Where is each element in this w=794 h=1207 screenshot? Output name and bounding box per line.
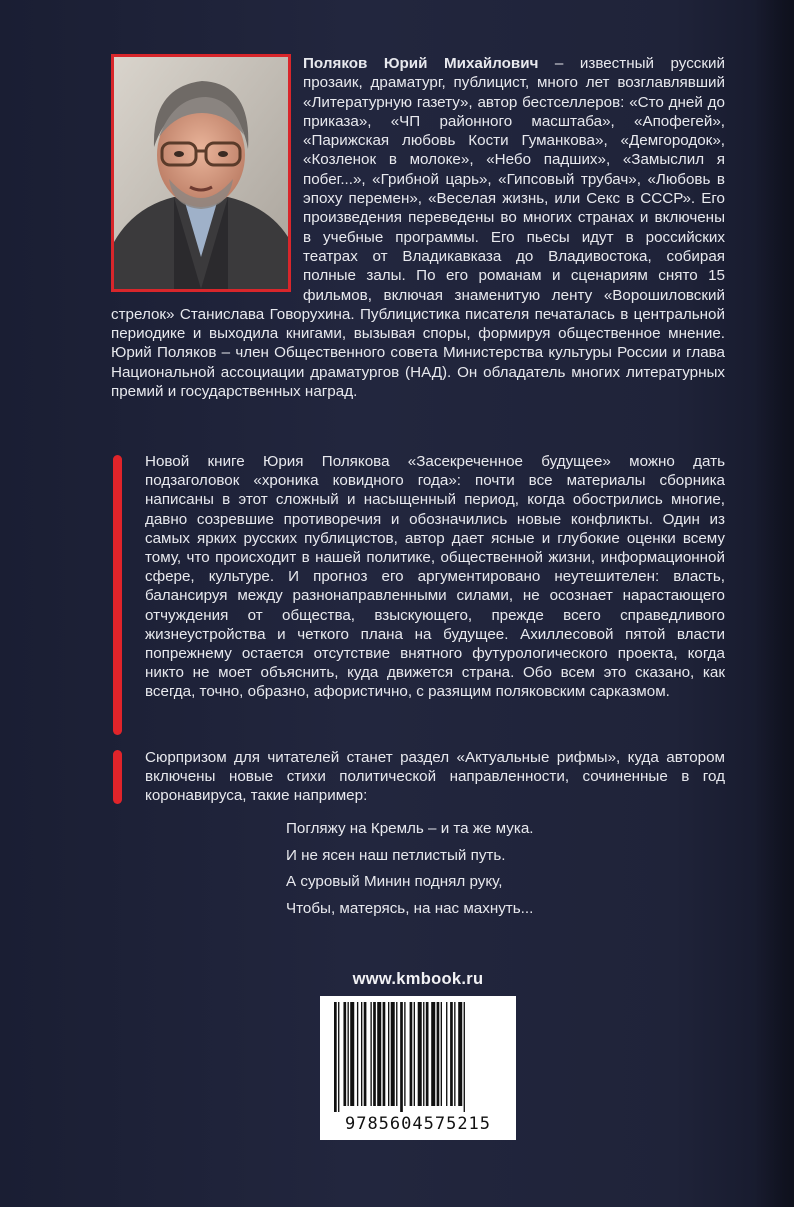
barcode-bar (404, 1002, 405, 1106)
author-name: Поляков Юрий Михайлович (303, 55, 539, 72)
barcode-bar (348, 1002, 349, 1106)
barcode-bar (343, 1002, 346, 1106)
isbn-barcode (320, 996, 516, 1140)
rhymes-section-description: Сюрпризом для читателей станет раздел «Актуальные рифмы», куда автором включены новые стихи политической направленности, сочиненные в год коронавируса, такие например: (145, 749, 725, 805)
barcode-bars (332, 1002, 504, 1112)
barcode-bar (350, 1002, 354, 1106)
barcode-bar (338, 1002, 339, 1112)
barcode-bar (414, 1002, 415, 1106)
barcode-bar (364, 1002, 367, 1106)
red-accent-bar (113, 750, 122, 804)
publisher-website: www.kmbook.ru (352, 970, 484, 988)
barcode-bar (370, 1002, 371, 1106)
poem-line: А суровый Минин поднял руку, (286, 873, 503, 890)
barcode-bar (410, 1002, 413, 1106)
barcode-bar (450, 1002, 453, 1106)
poem-excerpt (286, 816, 706, 922)
barcode-bar (391, 1002, 395, 1106)
barcode-bar (396, 1002, 397, 1106)
barcode-bar (423, 1002, 424, 1106)
poem-line: Чтобы, матерясь, на нас махнуть... (286, 899, 534, 917)
barcode-bar (373, 1002, 376, 1106)
book-description: Новой книге Юрия Полякова «Засекреченное будущее» можно дать подзаголовок «хроника ковидного года»: почти все материалы сборника написаны в этот сложный и насыщенный период, когда обострились многие, давно созревшие противоречия и обозначились новые конфликты. Один из самых ярких русских публицистов, автор дает ясные и глубокие оценки всему тому, что происходит в нашей политике, общественной жизни, информационной сфере, культуре. И прогноз его аргументировано неутешителен: власть, балансируя между разнонаправленными силами, не осознает нарастающего отчуждения от общества, взыскующего, прежде всего справедливого жизнеустройства и четкого плана на будущее. Ахиллесовой пятой власти попрежнему остается отсутствие внятного футурологического проекта, когда никто не моет объяснить, куда движется страна. Обо всем это сказано, как всегда, точно, образно, афористично, с разящим поляковским сарказмом. (145, 453, 725, 701)
isbn-number: 9785604575215 (344, 1114, 492, 1134)
barcode-bar (400, 1002, 403, 1112)
barcode-bar (357, 1002, 358, 1106)
red-accent-bar (113, 455, 122, 735)
barcode-bar (334, 1002, 337, 1112)
barcode-bar (458, 1002, 462, 1106)
barcode-bar (388, 1002, 389, 1106)
portrait-spacer (111, 54, 303, 304)
author-biography-text: – известный русский прозаик, драматург, публицист, много лет возглавлявший «Литературную газету», автор бестселлеров: «Сто дней до приказа», «ЧП районного масштаба», «Апофегей», «Парижская любовь Кости Гуманкова», «Демгородок», «Козленок в молоке», «Небо падших», «Замыслил я побег...», «Грибной царь», «Гипсовый трубач», «Любовь в эпоху перемен», «Веселая жизнь, или Секс в СССР». Его произведения переведены во многих странах и включены в учебные программы. Его пьесы идут в российских театрах от Владикавказа до Владивостока, собирая полные залы. По его романам и сценариям снято 15 фильмов, включая знаменитую ленту «Ворошиловский стрелок» Станислава Говорухина. Публицистика писателя печаталась в центральной периодике и выходила книгами, вызывая споры, формируя общественное мнение. Юрий Поляков – член Общественного совета Министерства культуры России и глава Национальной ассоциации драматургов (НАД). Он обладатель многих литературных премий и государственных наград. (111, 55, 726, 401)
barcode-bar (441, 1002, 442, 1106)
author-biography (111, 54, 725, 401)
cover-edge-shadow (754, 0, 794, 1207)
barcode-bar (464, 1002, 465, 1112)
barcode-bar (454, 1002, 455, 1106)
barcode-bar (431, 1002, 435, 1106)
barcode-bar (383, 1002, 386, 1106)
barcode-bar (418, 1002, 422, 1106)
poem-line: Погляжу на Кремль – и та же мука. (286, 820, 534, 837)
barcode-bar (426, 1002, 429, 1106)
poem-line: И не ясен наш петлистый путь. (286, 846, 506, 864)
barcode-bar (446, 1002, 447, 1106)
barcode-bar (361, 1002, 362, 1106)
barcode-bar (437, 1002, 440, 1106)
barcode-bar (377, 1002, 381, 1106)
